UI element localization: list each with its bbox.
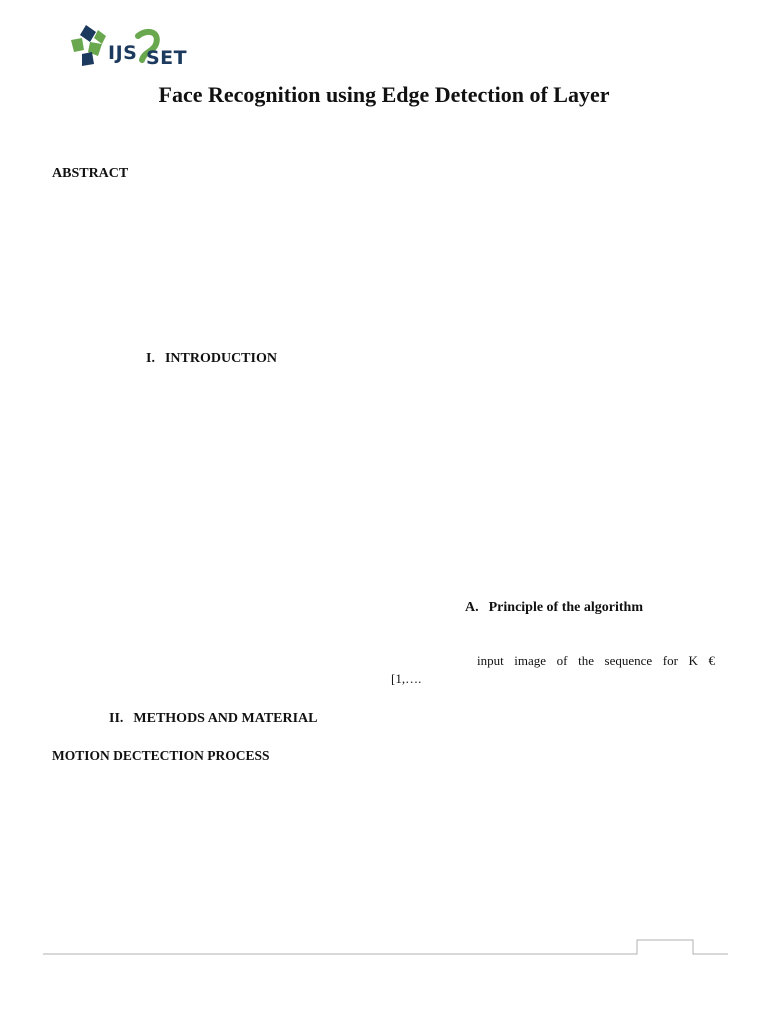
paper-title: Face Recognition using Edge Detection of Layer [158,82,610,107]
motion-detection-label: MOTION DECTECTION PROCESS [52,748,270,763]
principle-heading [465,600,643,616]
methods-heading [109,711,318,727]
introduction-heading [146,351,277,367]
principle-label: Principle of the algorithm [488,600,643,615]
methods-label: METHODS AND MATERIAL [133,711,318,726]
footer-rule [0,930,768,970]
logo-star-icon [71,25,106,66]
abstract-heading-label: ABSTRACT [52,166,129,181]
motion-detection-heading [52,748,270,764]
principle-number: A. [465,600,479,615]
principle-text-line-2: [1,…. [391,671,422,686]
introduction-number: I. [146,351,155,366]
abstract-heading [52,166,128,182]
introduction-label: INTRODUCTION [164,351,277,366]
methods-number: II. [109,711,124,726]
logo-text-ijs: IJS [108,42,138,64]
logo-text-set: SET [146,47,188,69]
principle-text-line-1: input image of the sequence for K € [477,653,715,668]
